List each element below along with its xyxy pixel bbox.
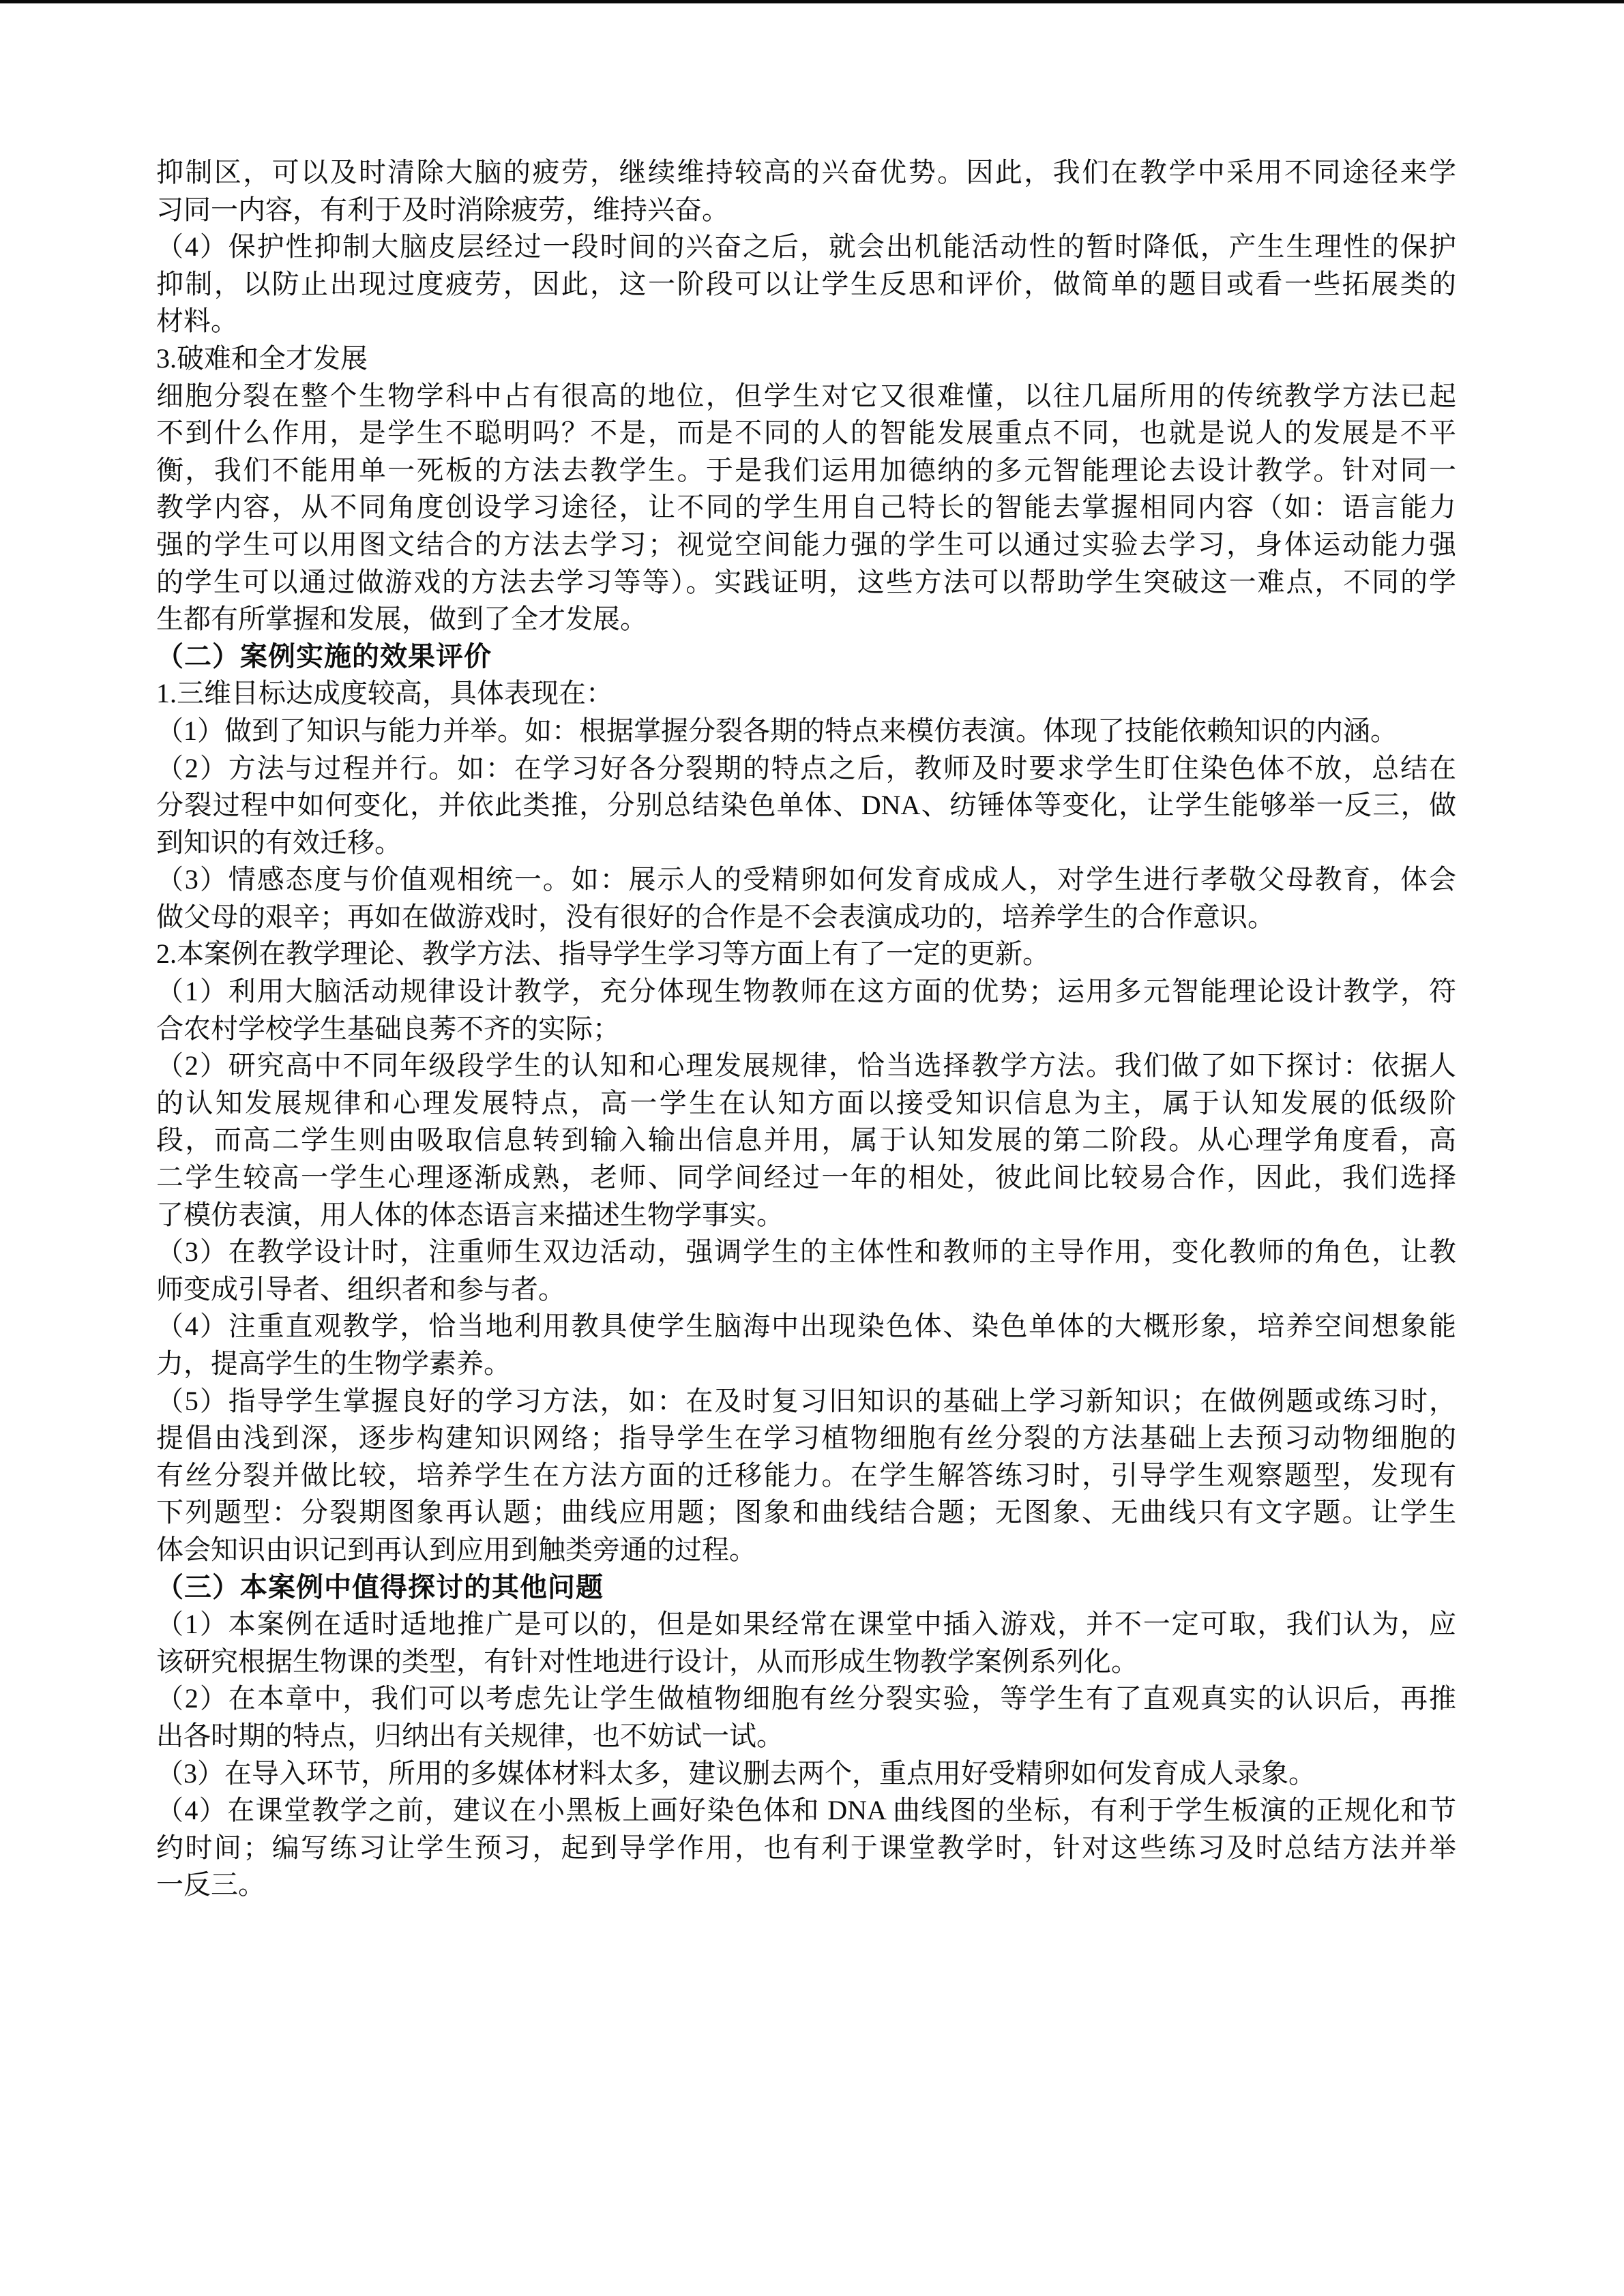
text-line: 习同一内容，有利于及时消除疲劳，维持兴奋。 (156, 194, 729, 225)
text-line: （3）在导入环节，所用的多媒体材料太多，建议删去两个，重点用好受精卵如何发育成人录象。 (156, 1757, 1316, 1789)
text-line: 的学生可以通过做游戏的方法去学习等等）。实践证明，这些方法可以帮助学生突破这一难点，不同的学 (156, 566, 1456, 597)
text-line: 一反三。 (156, 1869, 265, 1900)
document-body (156, 154, 1456, 1904)
text-line: 强的学生可以用图文结合的方法去学习；视觉空间能力强的学生可以通过实验去学习，身体运动能力强 (156, 528, 1456, 560)
text-line: （4）在课堂教学之前，建议在小黑板上画好染色体和 DNA 曲线图的坐标，有利于学生板演的正规化和节 (156, 1795, 1456, 1826)
text-line: （4）注重直观教学，恰当地利用教具使学生脑海中出现染色体、染色单体的大概形象，培养空间想象能 (156, 1311, 1456, 1342)
text-line: 到知识的有效迁移。 (156, 826, 402, 858)
text-line: （3）在教学设计时，注重师生双边活动，强调学生的主体性和教师的主导作用，变化教师的角色，让教 (156, 1236, 1456, 1268)
section-heading: （三）本案例中值得探讨的其他问题 (156, 1572, 604, 1602)
text-line: 师变成引导者、组织者和参与者。 (156, 1273, 565, 1304)
text-line: 的认知发展规律和心理发展特点，高一学生在认知方面以接受知识信息为主，属于认知发展的低级阶 (156, 1087, 1456, 1118)
text-line: （2）研究高中不同年级段学生的认知和心理发展规律，恰当选择教学方法。我们做了如下探讨：依据人 (156, 1050, 1456, 1082)
text-line: 段，而高二学生则由吸取信息转到输入输出信息并用，属于认知发展的第二阶段。从心理学角度看，高 (156, 1124, 1456, 1156)
text-line: 3.破难和全才发展 (156, 342, 368, 374)
text-line: （2）方法与过程并行。如：在学习好各分裂期的特点之后，教师及时要求学生盯住染色体不放，总结在 (156, 752, 1456, 784)
text-line: 约时间；编写练习让学生预习，起到导学作用，也有利于课堂教学时，针对这些练习及时总结方法并举 (156, 1832, 1456, 1863)
text-line: 二学生较高一学生心理逐渐成熟，老师、同学间经过一年的相处，彼此间比较易合作，因此，我们选择 (156, 1162, 1456, 1193)
text-line: 抑制区，可以及时清除大脑的疲劳，继续维持较高的兴奋优势。因此，我们在教学中采用不同途径来学 (156, 157, 1456, 188)
text-line: （1）本案例在适时适地推广是可以的，但是如果经常在课堂中插入游戏，并不一定可取，我们认为，应 (156, 1609, 1456, 1640)
text-line: 合农村学校学生基础良莠不齐的实际； (156, 1013, 620, 1044)
text-line: （1）做到了知识与能力并举。如：根据掌握分裂各期的特点来模仿表演。体现了技能依赖知识的内涵。 (156, 715, 1398, 746)
text-line: 教学内容，从不同角度创设学习途径，让不同的学生用自己特长的智能去掌握相同内容（如：语言能力 (156, 492, 1456, 523)
text-line: 衡，我们不能用单一死板的方法去教学生。于是我们运用加德纳的多元智能理论去设计教学。针对同一 (156, 454, 1456, 486)
text-line: 体会知识由识记到再认到应用到触类旁通的过程。 (156, 1534, 756, 1565)
text-line: 1.三维目标达成度较高，具体表现在： (156, 678, 613, 709)
text-line: 不到什么作用，是学生不聪明吗？不是，而是不同的人的智能发展重点不同，也就是说人的发展是不平 (156, 417, 1456, 449)
text-line: 力，提高学生的生物学素养。 (156, 1348, 511, 1379)
text-line: 分裂过程中如何变化，并依此类推，分别总结染色单体、DNA、纺锤体等变化，让学生能够举一反三，做 (156, 790, 1456, 821)
scan-top-edge-bar (0, 0, 1624, 3)
text-line: 有丝分裂并做比较，培养学生在方法方面的迁移能力。在学生解答练习时，引导学生观察题型，发现有 (156, 1459, 1456, 1491)
text-line: 材料。 (156, 305, 238, 337)
text-line: （4）保护性抑制大脑皮层经过一段时间的兴奋之后，就会出机能活动性的暂时降低，产生生理性的保护 (156, 231, 1456, 263)
text-line: （3）情感态度与价值观相统一。如：展示人的受精卵如何发育成成人，对学生进行孝敬父母教育，体会 (156, 864, 1456, 895)
text-line: （2）在本章中，我们可以考虑先让学生做植物细胞有丝分裂实验，等学生有了直观真实的认识后，再推 (156, 1683, 1456, 1714)
text-line: 该研究根据生物课的类型，有针对性地进行设计，从而形成生物教学案例系列化。 (156, 1645, 1138, 1677)
text-line: （5）指导学生掌握良好的学习方法，如：在及时复习旧知识的基础上学习新知识；在做例题或练习时， (156, 1385, 1456, 1416)
text-line: 下列题型：分裂期图象再认题；曲线应用题；图象和曲线结合题；无图象、无曲线只有文字题。让学生 (156, 1497, 1456, 1528)
text-line: 做父母的艰辛；再如在做游戏时，没有很好的合作是不会表演成功的，培养学生的合作意识。 (156, 901, 1275, 932)
text-line: 出各时期的特点，归纳出有关规律，也不妨试一试。 (156, 1720, 784, 1751)
text-line: 提倡由浅到深，逐步构建知识网络；指导学生在学习植物细胞有丝分裂的方法基础上去预习动物细胞的 (156, 1422, 1456, 1454)
text-line: 细胞分裂在整个生物学科中占有很高的地位，但学生对它又很难懂，以往几届所用的传统教学方法已起 (156, 380, 1456, 411)
text-line: 抑制，以防止出现过度疲劳，因此，这一阶段可以让学生反思和评价，做简单的题目或看一些拓展类的 (156, 268, 1456, 299)
section-heading: （二）案例实施的效果评价 (156, 641, 492, 672)
text-line: 生都有所掌握和发展，做到了全才发展。 (156, 603, 647, 635)
text-line: 了模仿表演，用人体的体态语言来描述生物学事实。 (156, 1199, 784, 1230)
text-line: （1）利用大脑活动规律设计教学，充分体现生物教师在这方面的优势；运用多元智能理论设计教学，符 (156, 976, 1456, 1007)
text-line: 2.本案例在教学理论、教学方法、指导学生学习等方面上有了一定的更新。 (156, 938, 1050, 970)
